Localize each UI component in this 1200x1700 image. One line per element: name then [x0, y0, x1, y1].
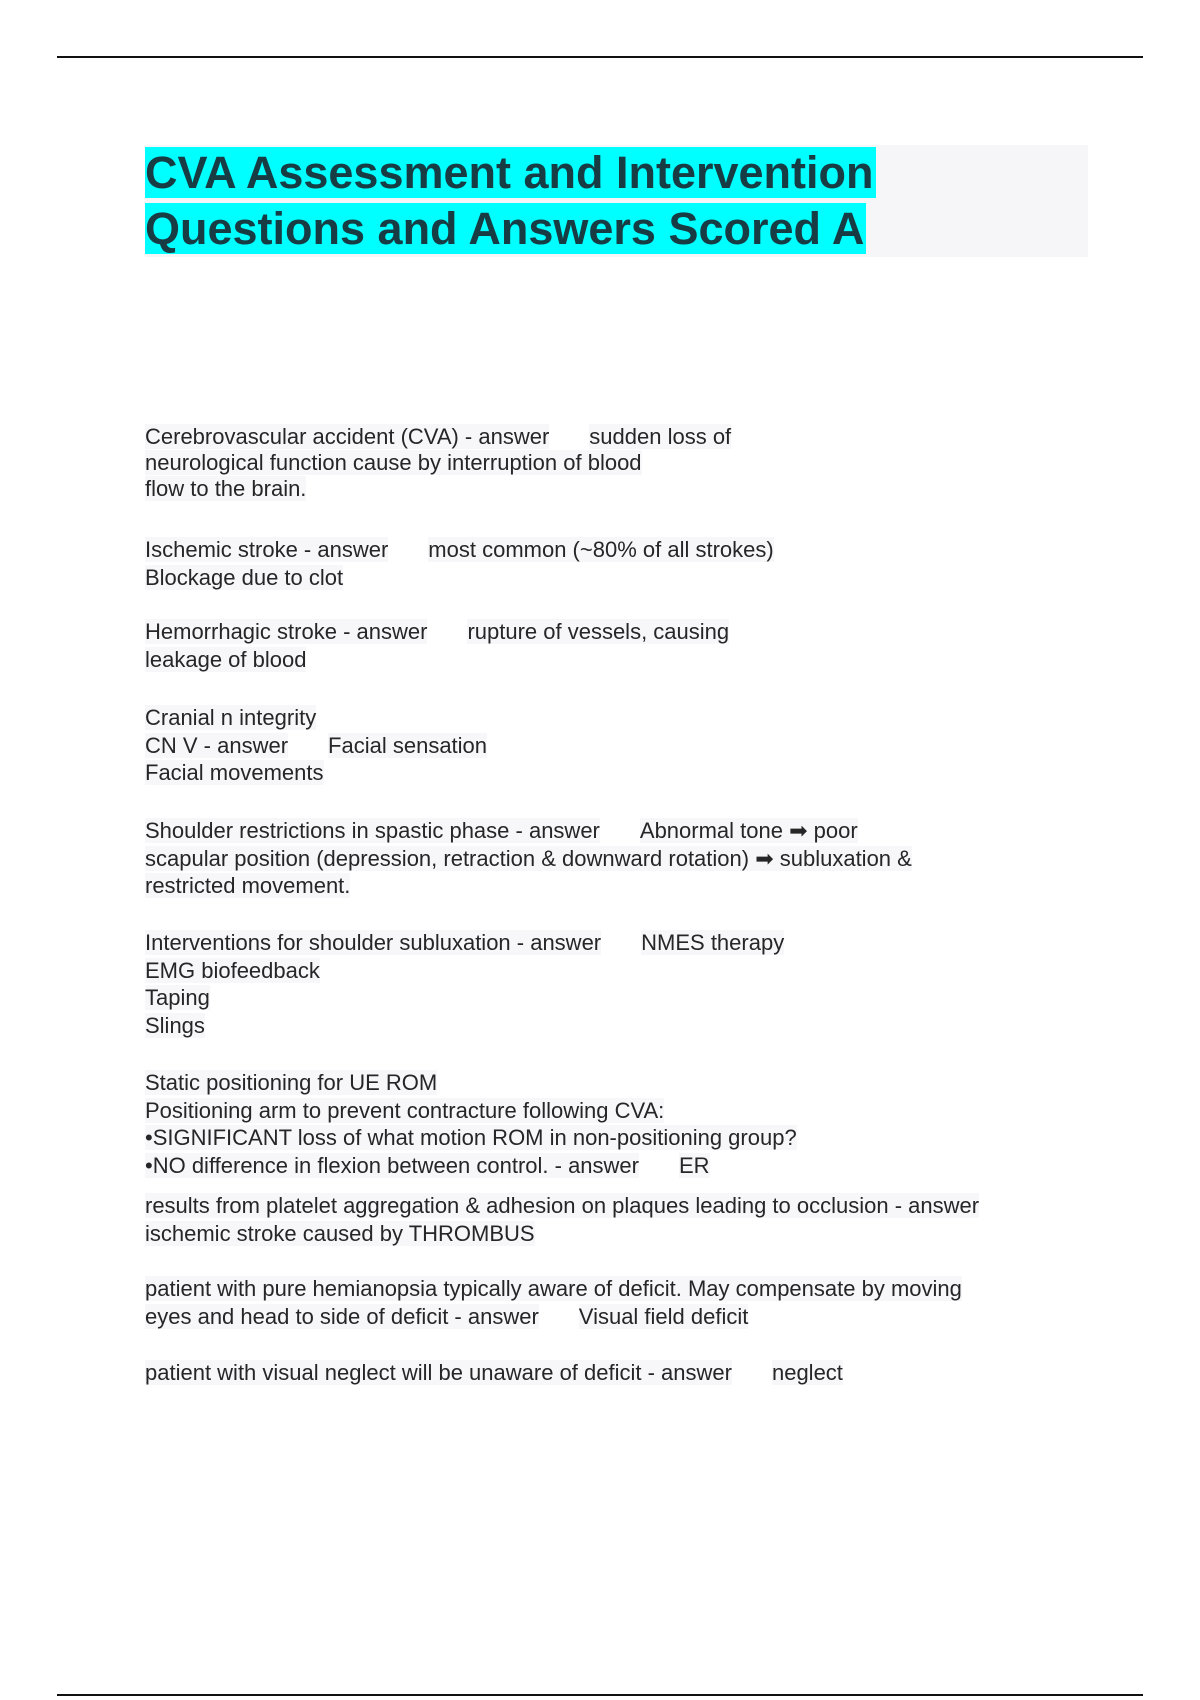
qa-text: Slings [145, 1012, 205, 1038]
answer-text: Visual field deficit [578, 1303, 749, 1329]
title-line [145, 145, 1088, 201]
qa-text: Hemorrhagic stroke - answer [145, 619, 428, 644]
answer-text: ER [679, 1152, 710, 1178]
qa-line [145, 1069, 1085, 1097]
qa-text: results from platelet aggregation & adhesion on plaques leading to occlusion - answer [145, 1193, 980, 1218]
qa-text: Positioning arm to prevent contracture following CVA: [145, 1097, 665, 1123]
qa-line [145, 476, 1085, 502]
qa-text: Static positioning for UE ROM [145, 1070, 438, 1095]
qa-text: Taping [145, 985, 210, 1011]
qa-item [145, 1359, 1085, 1387]
qa-text: eyes and head to side of deficit - answer [145, 1303, 539, 1329]
answer-text: sudden loss of [589, 424, 732, 449]
qa-line [145, 536, 1085, 564]
qa-line [145, 929, 1085, 957]
qa-text: •SIGNIFICANT loss of what motion ROM in non-positioning group? [145, 1125, 797, 1151]
qa-text: Ischemic stroke - answer [145, 537, 389, 562]
qa-line [145, 1012, 1085, 1040]
qa-text: EMG biofeedback [145, 957, 320, 983]
qa-text: Blockage due to clot [145, 564, 344, 590]
bottom-rule [57, 1694, 1143, 1696]
qa-line [145, 957, 1085, 985]
qa-item [145, 536, 1085, 591]
qa-text: Shoulder restrictions in spastic phase - answer [145, 818, 600, 843]
answer-text: NMES therapy [641, 930, 785, 955]
qa-text: Interventions for shoulder subluxation - answer [145, 930, 602, 955]
qa-line [145, 1220, 1085, 1248]
qa-item [145, 424, 1085, 502]
document-title [145, 145, 1088, 257]
qa-text: neurological function cause by interruption of blood [145, 450, 642, 475]
qa-text: •NO difference in flexion between control. - answer [145, 1152, 639, 1178]
qa-line [145, 817, 1085, 845]
qa-text: scapular position (depression, retraction & downward rotation) ➡ subluxation & [145, 845, 912, 871]
qa-item [145, 1275, 1085, 1330]
qa-text: leakage of blood [145, 646, 307, 672]
qa-text: Facial movements [145, 760, 324, 786]
qa-line [145, 1303, 1085, 1331]
answer-text: Abnormal tone ➡ poor [639, 818, 858, 843]
qa-item [145, 704, 1085, 787]
answer-text: Facial sensation [328, 732, 488, 758]
title-block [145, 145, 1088, 257]
qa-text: CN V - answer [145, 732, 289, 758]
qa-line [145, 1124, 1085, 1152]
qa-line [145, 704, 1085, 732]
qa-item [145, 817, 1085, 900]
qa-text: Cerebrovascular accident (CVA) - answer [145, 424, 550, 449]
qa-line [145, 845, 1085, 873]
qa-line [145, 1097, 1085, 1125]
qa-item [145, 1069, 1085, 1179]
qa-line [145, 984, 1085, 1012]
qa-text: patient with pure hemianopsia typically aware of deficit. May compensate by moving [145, 1276, 962, 1301]
top-rule [57, 56, 1143, 58]
qa-text: patient with visual neglect will be unaware of deficit - answer [145, 1360, 732, 1385]
title-highlight: CVA Assessment and Intervention [145, 147, 874, 198]
qa-text: restricted movement. [145, 873, 351, 899]
qa-line [145, 618, 1085, 646]
qa-text: Cranial n integrity [145, 705, 317, 730]
qa-item [145, 929, 1085, 1039]
title-line [145, 201, 1088, 257]
qa-line [145, 759, 1085, 787]
qa-line [145, 1192, 1085, 1220]
qa-line [145, 1275, 1085, 1303]
qa-text: ischemic stroke caused by THROMBUS [145, 1220, 535, 1246]
qa-line [145, 1152, 1085, 1180]
answer-text: rupture of vessels, causing [467, 619, 730, 644]
qa-line [145, 732, 1085, 760]
qa-line [145, 1359, 1085, 1387]
answer-text: neglect [771, 1360, 843, 1385]
title-highlight: Questions and Answers Scored A [145, 203, 865, 254]
qa-item [145, 618, 1085, 673]
qa-item [145, 1192, 1085, 1247]
qa-line [145, 424, 1085, 450]
answer-text: most common (~80% of all strokes) [428, 537, 774, 562]
qa-line [145, 564, 1085, 592]
qa-line [145, 646, 1085, 674]
qa-text: flow to the brain. [145, 476, 307, 501]
qa-line [145, 450, 1085, 476]
qa-line [145, 872, 1085, 900]
